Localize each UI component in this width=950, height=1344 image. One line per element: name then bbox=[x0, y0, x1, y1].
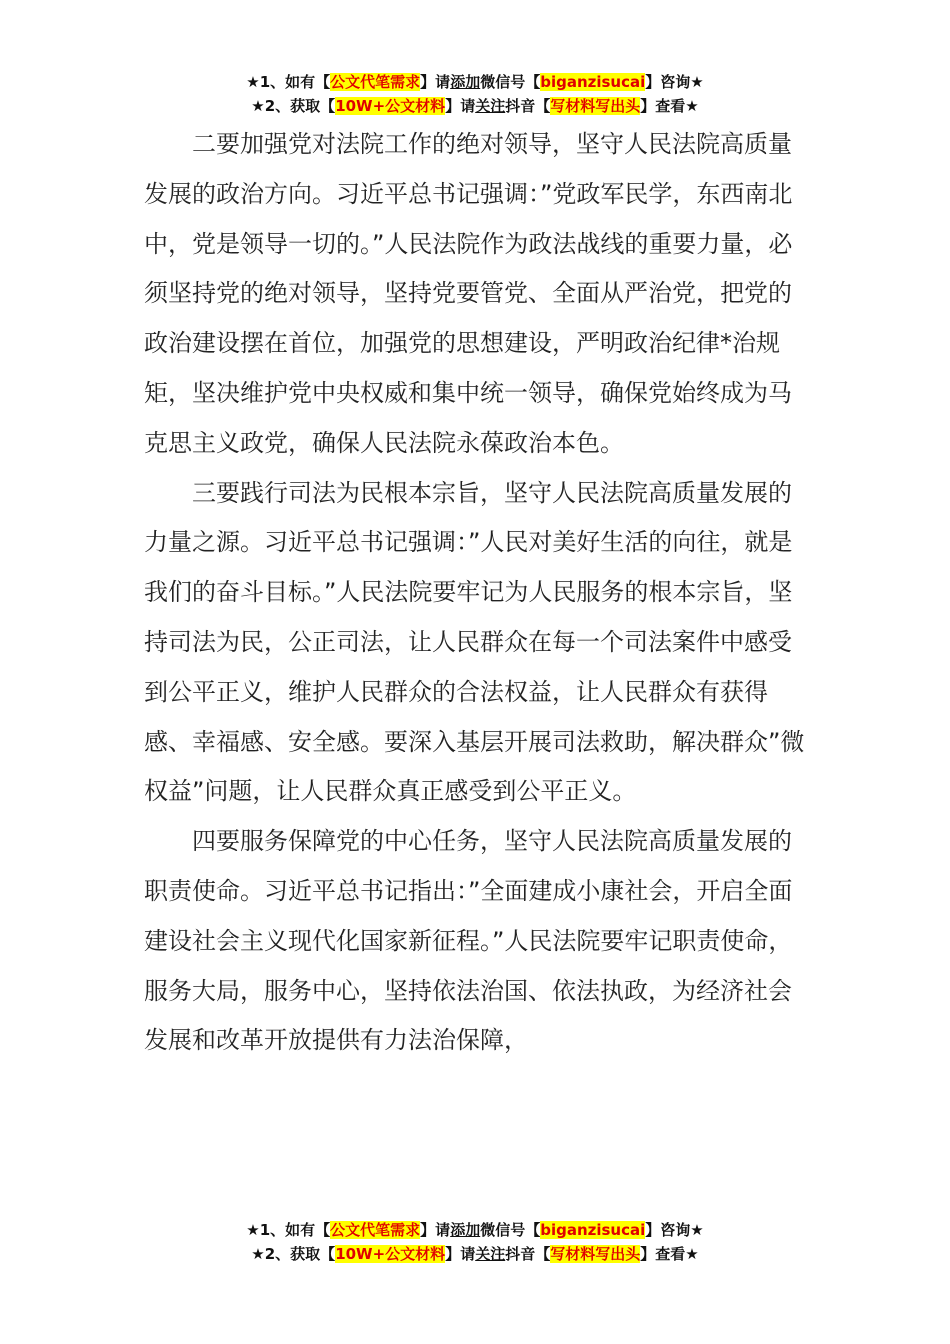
promo-emphasis: 添加 bbox=[450, 1221, 481, 1239]
promo-text: ★1、如有【 bbox=[246, 1221, 331, 1239]
promo-text: 】请 bbox=[445, 1245, 476, 1263]
promo-text: 抖音【 bbox=[505, 1245, 551, 1263]
promo-text: 微信号【 bbox=[480, 73, 541, 91]
promo-douyin-id: 写材料写出头 bbox=[550, 1245, 641, 1263]
paragraph-4: 四要服务保障党的中心任务，坚守人民法院高质量发展的职责使命。习近平总书记指出：”全面建成小康社会，开启全面建设社会主义现代化国家新征程。”人民法院要牢记职责使命，服务大局，服务中心，坚持依法治国、依法执政，为经济社会发展和改革开放提供有力法治保障， bbox=[144, 827, 793, 1055]
promo-line-1 bbox=[0, 1218, 950, 1242]
promo-text: 】查看★ bbox=[640, 97, 699, 115]
promo-line-1 bbox=[0, 70, 950, 94]
promo-douyin-id: 写材料写出头 bbox=[550, 97, 641, 115]
bottom-promo-banner bbox=[0, 1218, 950, 1266]
promo-highlight: 10W+公文材料 bbox=[335, 97, 446, 115]
promo-emphasis: 关注 bbox=[475, 97, 506, 115]
paragraph-3: 三要践行司法为民根本宗旨，坚守人民法院高质量发展的力量之源。习近平总书记强调：”人民对美好生活的向往，就是我们的奋斗目标。”人民法院要牢记为人民服务的根本宗旨，坚持司法为民，公正司法，让人民群众在每一个司法案件中感受到公平正义，维护人民群众的合法权益，让人民群众有获得感、幸福感、安全感。要深入基层开展司法救助，解决群众”微权益”问题，让人民群众真正感受到公平正义。 bbox=[144, 478, 805, 806]
paragraph-2: 二要加强党对法院工作的绝对领导，坚守人民法院高质量发展的政治方向。习近平总书记强调：”党政军民学，东西南北中，党是领导一切的。”人民法院作为政法战线的重要力量，必须坚持党的绝对领导，坚持党要管党、全面从严治党，把党的政治建设摆在首位，加强党的思想建设，严明政治纪律*治规矩，坚决维护党中央权威和集中统一领导，确保党始终成为马克思主义政党，确保人民法院永葆政治本色。 bbox=[144, 130, 793, 457]
promo-wechat-id: biganzisucai bbox=[540, 1221, 646, 1239]
promo-text: 】请 bbox=[420, 1221, 451, 1239]
promo-highlight: 公文代笔需求 bbox=[330, 1221, 421, 1239]
promo-emphasis: 关注 bbox=[475, 1245, 506, 1263]
promo-line-2 bbox=[0, 94, 950, 118]
promo-text: ★2、获取【 bbox=[251, 1245, 336, 1263]
top-promo-banner bbox=[0, 70, 950, 118]
document-body bbox=[144, 120, 814, 1066]
promo-wechat-id: biganzisucai bbox=[540, 73, 646, 91]
promo-highlight: 10W+公文材料 bbox=[335, 1245, 446, 1263]
promo-text: 】请 bbox=[420, 73, 451, 91]
promo-highlight: 公文代笔需求 bbox=[330, 73, 421, 91]
promo-text: 】查看★ bbox=[640, 1245, 699, 1263]
promo-text: 微信号【 bbox=[480, 1221, 541, 1239]
promo-text: 抖音【 bbox=[505, 97, 551, 115]
promo-text: 】请 bbox=[445, 97, 476, 115]
promo-text: 】咨询★ bbox=[645, 73, 704, 91]
promo-text: ★2、获取【 bbox=[251, 97, 336, 115]
promo-emphasis: 添加 bbox=[450, 73, 481, 91]
promo-text: ★1、如有【 bbox=[246, 73, 331, 91]
promo-line-2 bbox=[0, 1242, 950, 1266]
promo-text: 】咨询★ bbox=[645, 1221, 704, 1239]
